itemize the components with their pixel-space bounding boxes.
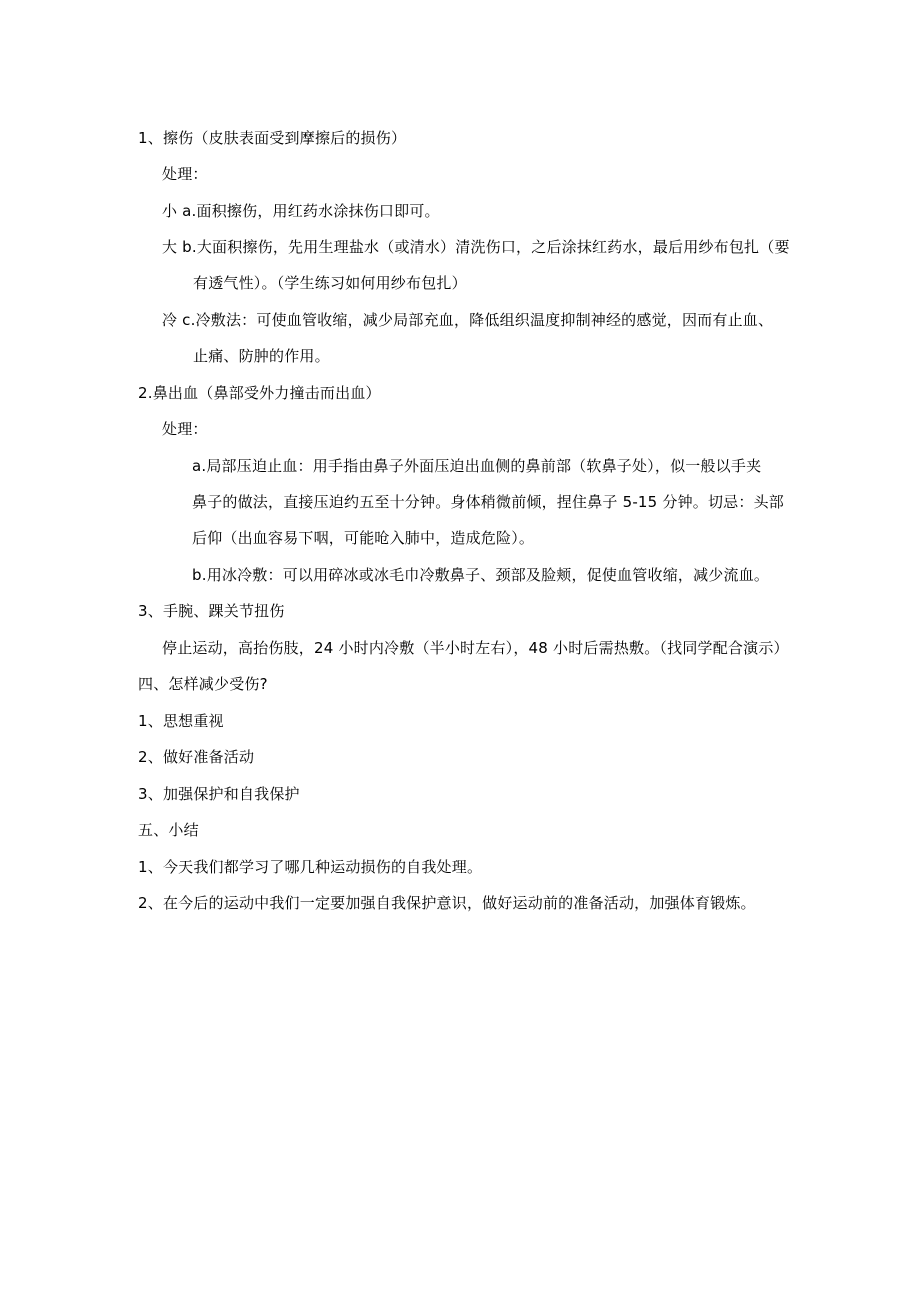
summary-heading: 五、小结 — [138, 821, 199, 839]
reduce-injury-heading: 四、怎样减少受伤? — [138, 675, 268, 693]
nosebleed-item-a-line2: 鼻子的做法，直接压迫约五至十分钟。身体稍微前倾，捏住鼻子 5-15 分钟。切忌：头部 — [192, 493, 784, 511]
sprain-body: 停止运动，高抬伤肢，24 小时内冷敷（半小时左右），48 小时后需热敷。（找同学配合演示） — [162, 639, 789, 657]
summary-item: 1、今天我们都学习了哪几种运动损伤的自我处理。 — [138, 858, 483, 876]
sprain-heading: 3、手腕、踝关节扭伤 — [138, 602, 285, 620]
reduce-injury-item: 1、思想重视 — [138, 712, 224, 730]
reduce-injury-item: 3、加强保护和自我保护 — [138, 785, 300, 803]
nosebleed-item-a-line1: a.局部压迫止血：用手指由鼻子外面压迫出血侧的鼻前部（软鼻子处），似一般以手夹 — [192, 457, 762, 475]
abrasion-item-c-line1: 冷 c.冷敷法：可使血管收缩，减少局部充血，降低组织温度抑制神经的感觉，因而有止血、 — [162, 311, 774, 329]
nosebleed-item-a-line3: 后仰（出血容易下咽，可能呛入肺中，造成危险）。 — [192, 529, 535, 547]
nosebleed-handling-label: 处理： — [162, 420, 208, 438]
abrasion-heading: 1、擦伤（皮肤表面受到摩擦后的损伤） — [138, 129, 407, 147]
abrasion-item-b-line2: 有透气性）。（学生练习如何用纱布包扎） — [193, 274, 467, 292]
nosebleed-item-b: b.用冰冷敷：可以用碎冰或冰毛巾冷敷鼻子、颈部及脸颊，促使血管收缩，减少流血。 — [192, 566, 770, 584]
abrasion-item-b-line1: 大 b.大面积擦伤，先用生理盐水（或清水）清洗伤口，之后涂抹红药水，最后用纱布包扎（要 — [162, 238, 790, 256]
abrasion-item-c-line2: 止痛、防肿的作用。 — [193, 347, 330, 365]
reduce-injury-item: 2、做好准备活动 — [138, 748, 255, 766]
nosebleed-heading: 2.鼻出血（鼻部受外力撞击而出血） — [138, 384, 381, 402]
abrasion-handling-label: 处理： — [162, 165, 208, 183]
abrasion-item-a: 小 a.面积擦伤，用红药水涂抹伤口即可。 — [162, 202, 440, 220]
summary-item: 2、在今后的运动中我们一定要加强自我保护意识，做好运动前的准备活动，加强体育锻炼。 — [138, 894, 756, 912]
